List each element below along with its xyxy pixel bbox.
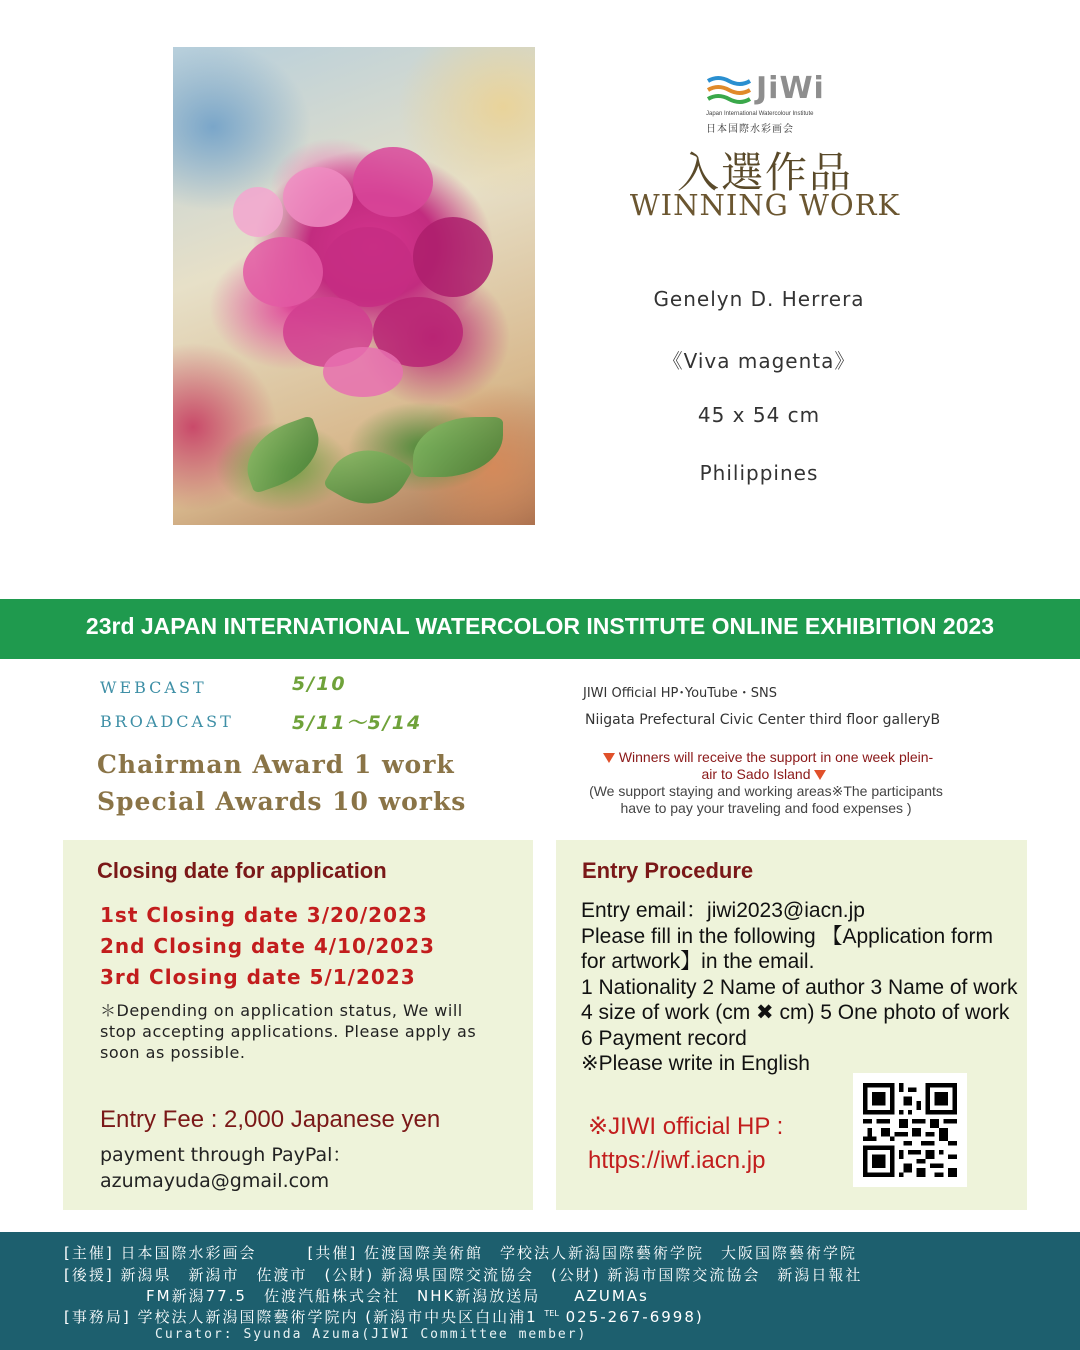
- footer-organizers: [主催] 日本国際水彩画会 [共催] 佐渡国際美術館 学校法人新潟国際藝術学院 大阪国際藝術学院: [64, 1244, 857, 1262]
- special-awards: Special Awards 10 works: [97, 787, 467, 816]
- broadcast-label: BROADCAST: [100, 712, 234, 731]
- logo-english-name: Japan International Watercolour Institute: [706, 111, 814, 117]
- logo-japanese-name: 日本国際水彩画会: [706, 124, 794, 135]
- first-closing-date: 1st Closing date 3/20/2023: [100, 903, 428, 927]
- closing-note: ＊Depending on application status, We will stop accepting applications. Please apply as soon as possible.: [100, 1001, 477, 1062]
- exhibition-banner: [0, 599, 1080, 659]
- qr-code[interactable]: [853, 1073, 967, 1187]
- entry-fee: Entry Fee : 2,000 Japanese yen: [100, 1106, 441, 1133]
- broadcast-date: 5/11～5/14: [292, 712, 423, 734]
- title-japanese: 入選作品: [676, 148, 853, 197]
- hydrangea-painting: [173, 47, 535, 525]
- artist-name: Genelyn D. Herrera: [653, 287, 865, 311]
- official-hp: [588, 1110, 783, 1178]
- required-items: 1 Nationality 2 Name of author 3 Name of work 4 size of work (cm ✖︎ cm) 5 One photo of work 6 Payment record: [581, 975, 1018, 1050]
- support-line-4: have to pay your traveling and food expenses ): [620, 800, 912, 816]
- support-line-1: Winners will receive the support in one week plein-: [618, 749, 934, 765]
- triangle-down-icon: [603, 753, 615, 763]
- footer-curator: Curator: Syunda Azuma(JIWI Committee member): [155, 1327, 588, 1342]
- hp-label: ※JIWI official HP :: [588, 1113, 784, 1140]
- footer-tel-label: TEL: [544, 1309, 559, 1318]
- wave-logo-icon: [706, 75, 752, 107]
- footer-tel-number: 025-267-6998): [565, 1308, 704, 1326]
- triangle-down-icon: [814, 770, 826, 780]
- footer-supporters-cont: FM新潟77.5 佐渡汽船株式会社 NHK新潟放送局 AZUMAs: [146, 1287, 649, 1305]
- title-english: WINNING WORK: [629, 188, 901, 222]
- webcast-venue: JIWI Official HP･YouTube・SNS: [583, 686, 777, 701]
- artwork-title: 《Viva magenta》: [662, 349, 856, 373]
- hp-link[interactable]: https://iwf.iacn.jp: [588, 1147, 766, 1174]
- artist-country: Philippines: [699, 461, 819, 485]
- paypal-info: [100, 1142, 500, 1194]
- jiwi-logo: [706, 71, 825, 135]
- support-line-3: (We support staying and working areas※The participants: [589, 783, 943, 799]
- webcast-date: 5/10: [292, 673, 347, 695]
- banner-title: 23rd JAPAN INTERNATIONAL WATERCOLOR INSTITUTE ONLINE EXHIBITION 2023: [85, 613, 995, 639]
- fill-instructions: Please fill in the following 【Application form for artwork】in the email.: [581, 924, 994, 973]
- footer-office-address: [事務局] 学校法人新潟国際藝術学院内 (新潟市中央区白山浦1: [64, 1308, 538, 1326]
- entry-procedure-box: [556, 840, 1027, 1210]
- support-notice: [572, 749, 960, 817]
- closing-box-title: Closing date for application: [97, 858, 387, 883]
- paypal-label: payment through PayPal：: [100, 1144, 352, 1166]
- webcast-label: WEBCAST: [100, 678, 207, 697]
- english-note: ※Please write in English: [581, 1052, 810, 1075]
- procedure-text: [581, 898, 1021, 1077]
- chairman-award: Chairman Award 1 work: [97, 750, 455, 779]
- second-closing-date: 2nd Closing date 4/10/2023: [100, 934, 435, 958]
- support-line-2: air to Sado Island: [701, 766, 811, 782]
- closing-date-box: [63, 840, 533, 1210]
- procedure-box-title: Entry Procedure: [582, 858, 754, 883]
- paypal-email[interactable]: azumayuda@gmail.com: [100, 1170, 330, 1192]
- broadcast-venue: Niigata Prefectural Civic Center third floor galleryB: [585, 712, 941, 728]
- footer-office: [64, 1306, 704, 1327]
- footer: [0, 1232, 1080, 1350]
- footer-supporters: [後援] 新潟県 新潟市 佐渡市 (公財) 新潟県国際交流協会 (公財) 新潟市国際交流協会 新潟日報社: [64, 1266, 863, 1284]
- artwork-size: 45 x 54 cm: [697, 403, 821, 427]
- entry-email[interactable]: Entry email：jiwi2023@iacn.jp: [581, 899, 865, 922]
- qr-code-icon: [863, 1083, 957, 1177]
- logo-wordmark: JiWi: [756, 71, 825, 106]
- third-closing-date: 3rd Closing date 5/1/2023: [100, 965, 416, 989]
